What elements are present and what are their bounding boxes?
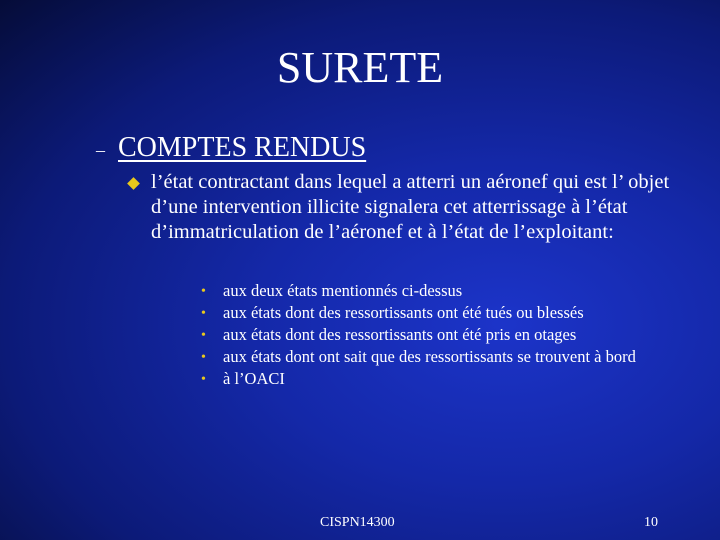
section-heading — [96, 131, 366, 167]
bullet-icon: • — [201, 306, 206, 321]
list-item-text: aux états dont des ressortissants ont été pris en otages — [223, 325, 577, 344]
list-item-text: aux deux états mentionnés ci-dessus — [223, 281, 463, 300]
main-paragraph — [132, 170, 672, 245]
list-item — [198, 368, 678, 390]
list-item — [198, 280, 678, 302]
slide-title: SURETE — [276, 43, 444, 92]
bullet-icon: • — [201, 350, 206, 365]
list-item-text: à l’OACI — [223, 369, 285, 388]
section-heading-text: COMPTES RENDUS — [118, 132, 367, 163]
bullet-icon: • — [201, 328, 206, 343]
recipient-list — [198, 280, 678, 390]
bullet-icon: • — [201, 284, 206, 299]
footer-label: CISPN14300 — [320, 515, 395, 530]
list-item — [198, 302, 678, 324]
list-item — [198, 346, 678, 368]
bullet-icon: • — [201, 372, 206, 387]
main-paragraph-text: l’état contractant dans lequel a atterri un aéronef qui est l’ objet d’une intervention illicite signalera cet atterrissage à l’état d’immatriculation de l’aéronef et à l’état de l’exploitant: — [151, 171, 670, 243]
list-item-text: aux états dont ont sait que des ressortissants se trouvent à bord — [223, 347, 636, 366]
dash-bullet: – — [96, 139, 105, 160]
page-number: 10 — [644, 515, 658, 530]
list-item — [198, 324, 678, 346]
list-item-text: aux états dont des ressortissants ont été tués ou blessés — [223, 303, 584, 322]
